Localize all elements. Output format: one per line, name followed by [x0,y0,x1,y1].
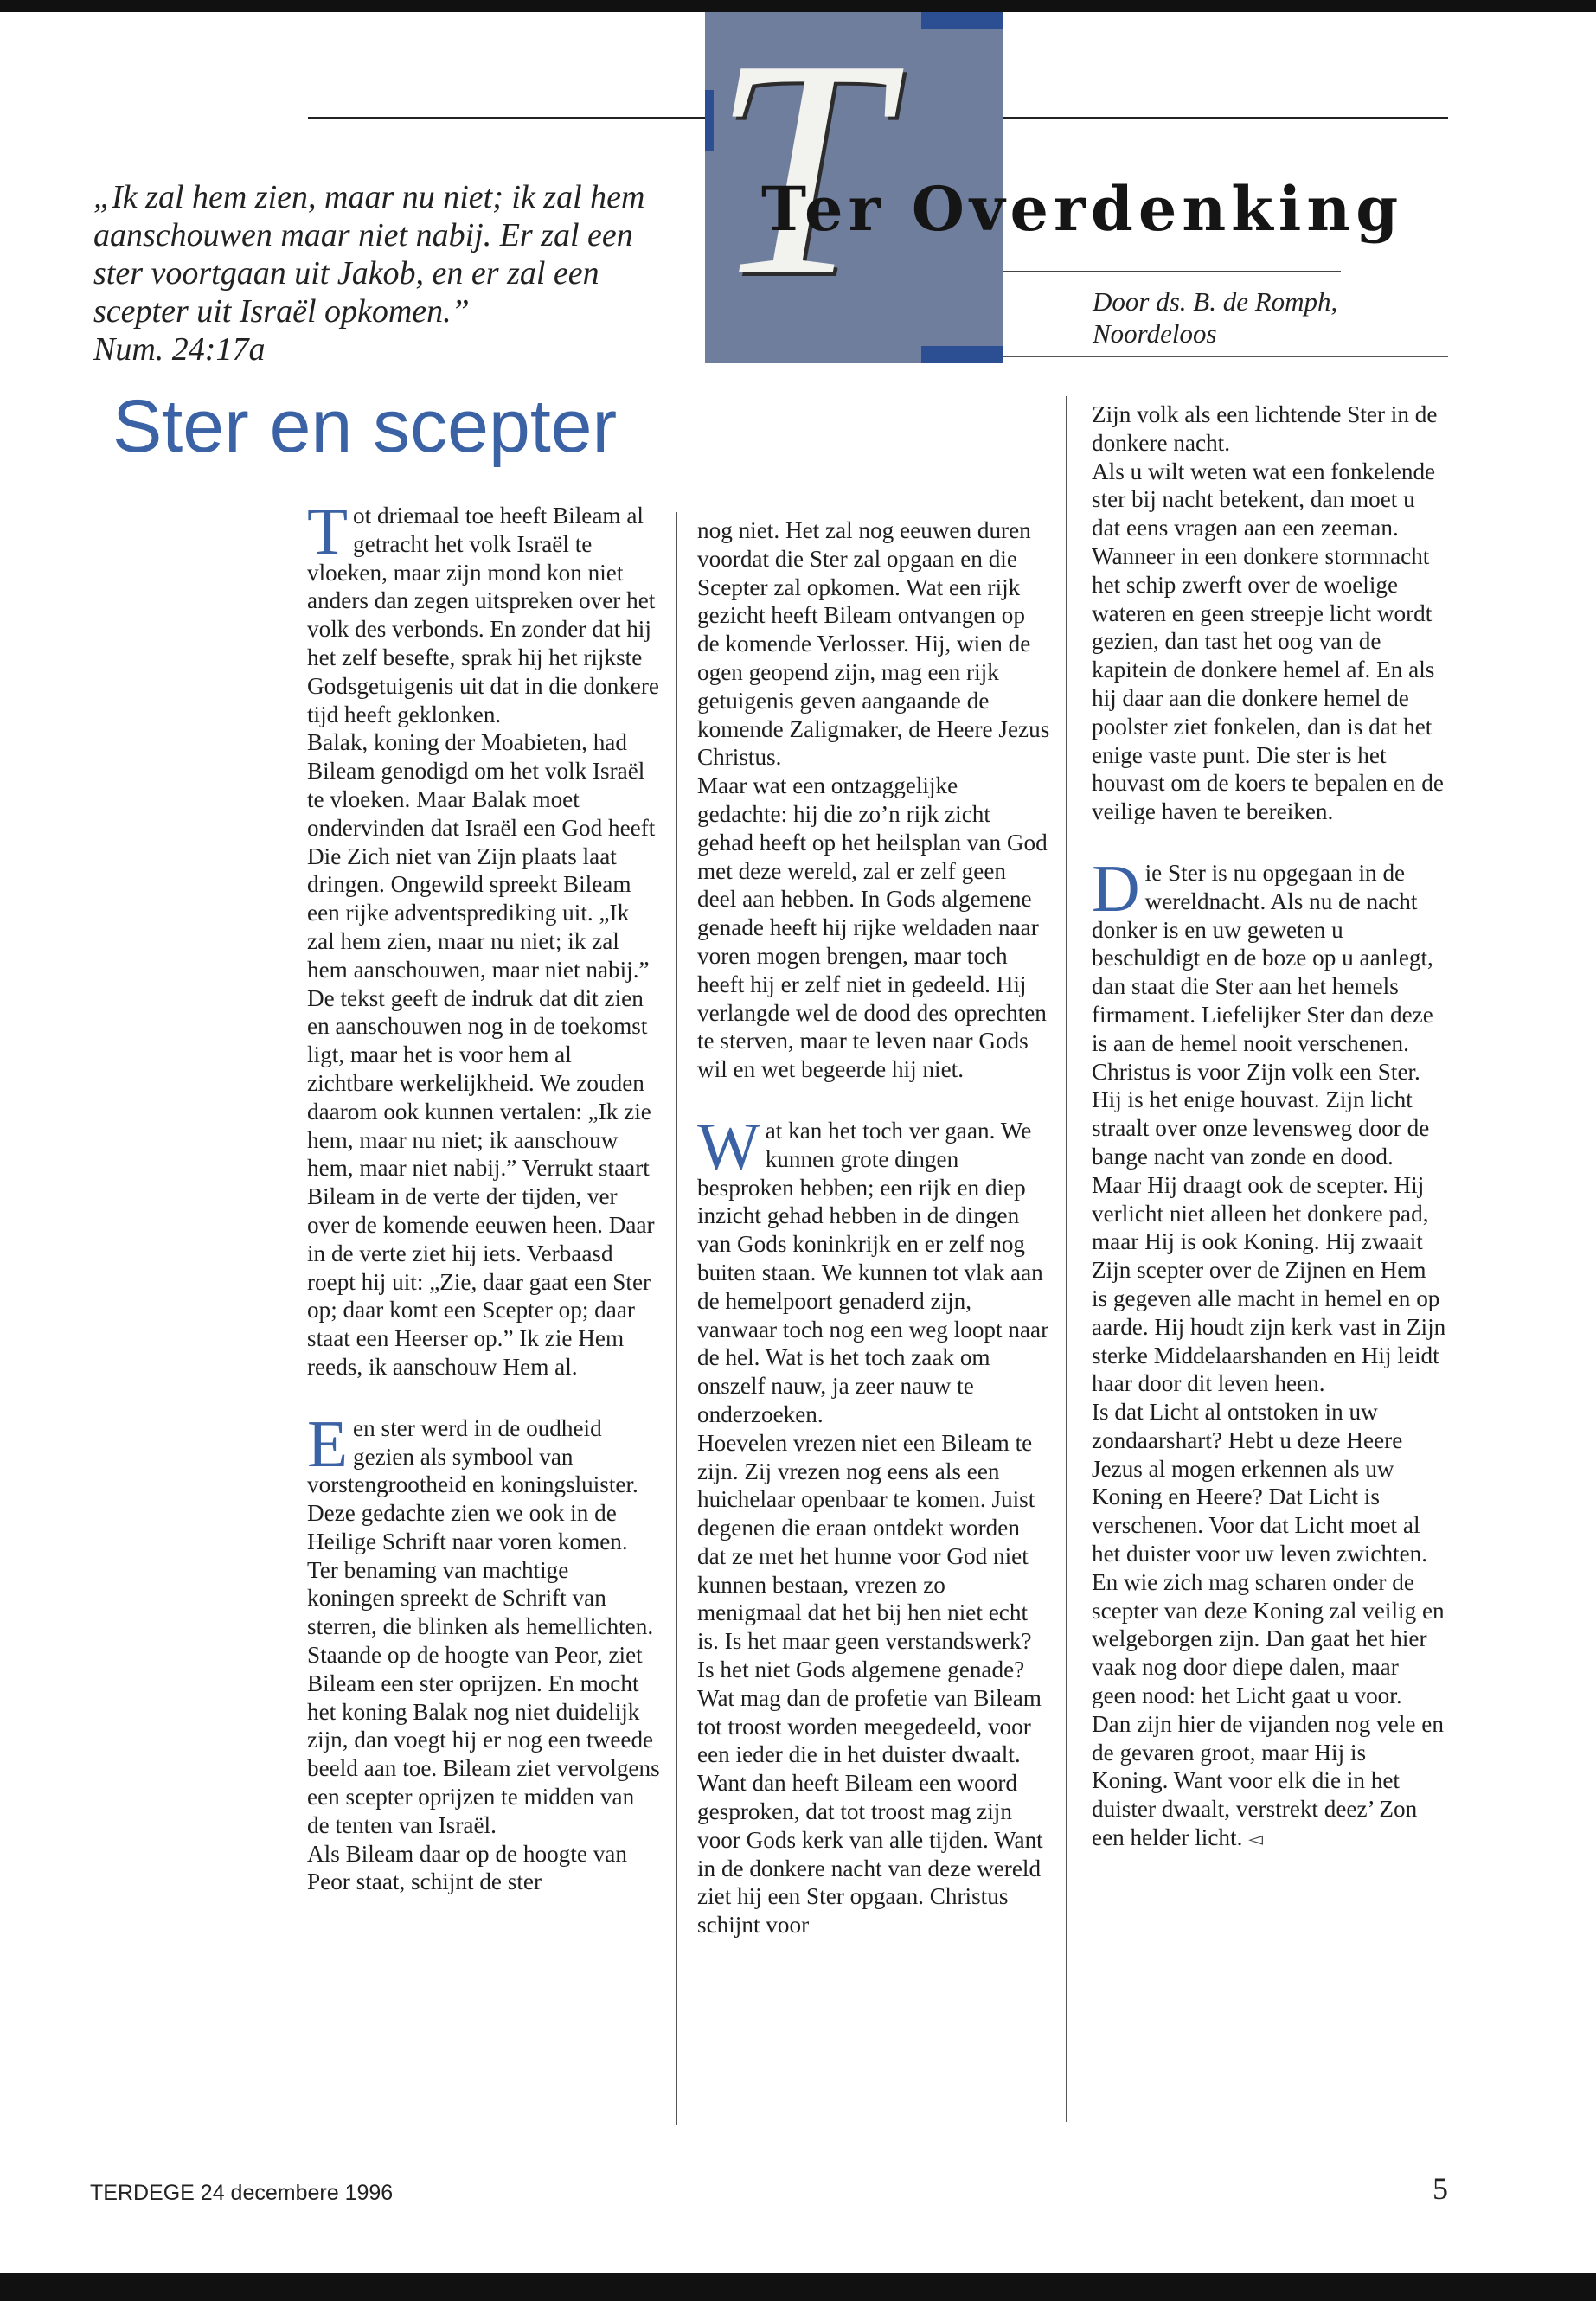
bottom-edge-bar [0,2273,1596,2301]
spacer [307,1381,662,1414]
paragraph [307,1406,662,1840]
column-divider-2 [1066,396,1067,2122]
article-title: Ster en scepter [112,385,618,468]
paragraph: Als Bileam daar op de hoogte van Peor staat, schijnt de ster [307,1840,627,1895]
drop-cap: T [307,494,349,568]
header-rule-left [308,117,705,119]
byline-place: Noordeloos [1093,318,1217,349]
end-of-article-icon: ◅ [1248,1828,1264,1850]
quote-text: „Ik zal hem zien, maar nu niet; ik zal hem aanschouwen maar niet nabij. Er zal een ster voortgaan uit Jakob, en er zal een scepter uit Israël opkomen.” [93,179,645,330]
publication-footer: TERDEGE 24 decembere 1996 [90,2181,394,2205]
paragraph: Zijn volk als een lichtende Ster in de donkere nacht. [1092,401,1438,456]
paragraph: Maar wat een ontzaggelijke gedachte: hij die zo’n rijk zicht gehad heeft op het heilsplan van God met deze wereld, zal er zelf geen deel aan hebben. In Gods algemene genade heeft hij rijke weldaden naar voren mogen brengen, maar toch heeft hij er zelf niet in gedeeld. Hij verlangde wel de dood des oprechten te sterven, maar te leven naar Gods wil en wet begeerde hij niet. [697,772,1048,1083]
paragraph [1092,1398,1446,1854]
article-column-3 [1092,401,1446,1854]
paragraph: Balak, koning der Moabieten, had Bileam genodigd om het volk Israël te vloeken. Maar Balak moet ondervinden dat Israël een God heeft Die Zich niet van Zijn plaats laat dringen. Ongewild spreekt Bileam een rijke adventsprediking uit. „Ik zal hem zien, maar nu niet; ik zal hem aanschouwen, maar niet nabij.” [307,729,656,983]
banner-stripe-top [921,12,1003,29]
article-column-1 [307,494,662,1896]
bible-quote [93,178,690,369]
header-rule-right [1003,117,1448,119]
page-number: 5 [1433,2171,1448,2206]
paragraph [1092,850,1446,1058]
column-divider-1 [676,512,677,2125]
article-column-2 [697,516,1050,1939]
banner-stripe-bottom [921,346,1003,363]
paragraph-text: ie Ster is nu opgegaan in de wereldnacht. Als nu de nacht donker is en uw geweten u beschuldigt en de boze op u aanlegt, dan staat die Ster aan het hemels firmament. Liefelijker Ster dan deze is aan de hemel nooit verschenen. [1092,859,1433,1056]
top-edge-bar [0,0,1596,12]
paragraph [697,1108,1050,1429]
section-title: Ter Overdenking [761,173,1404,245]
decorative-initial: T [712,12,886,340]
byline-author: Door ds. B. de Romph, [1093,286,1338,317]
paragraph-text: at kan het toch ver gaan. We kunnen grote dingen besproken hebben; een rijk en diep inzicht gehad hebben in de dingen van Gods koninkrijk en er zelf nog buiten staan. We kunnen tot vlak aan de hemelpoort genaderd zijn, vanwaar toch nog een weg loopt naar de hel. Wat is het toch zaak om onszelf nauw, ja zeer nauw te onderzoeken. [697,1117,1049,1427]
paragraph: Als u wilt weten wat een fonkelende ster bij nacht betekent, dan moet u dat eens vragen aan een zeeman. Wanneer in een donkere stormnacht het schip zwerft over de woelige wateren en geen streepje licht wordt gezien, dan tast het oog van de kapitein de donkere hemel af. En als hij daar aan die donkere hemel de poolster ziet fonkelen, dan is dat het enige vaste punt. Die ster is het houvast om de koers te bepalen en de veilige haven te bereiken. [1092,458,1444,825]
drop-cap: D [1092,850,1140,926]
paragraph: Christus is voor Zijn volk een Ster. Hij is het enige houvast. Zijn licht straalt over onze levensweg door de bange nacht van zonde en dood. Maar Hij draagt ook de scepter. Hij verlicht niet alleen het donkere pad, maar Hij is ook Koning. Hij zwaait Zijn scepter over de Zijnen en Hem is gegeven alle macht in hemel en op aarde. Hij houdt zijn kerk vast in Zijn sterke Middelaarshanden en Hij leidt haar door dit leven heen. [1092,1058,1446,1397]
paragraph [307,494,662,728]
paragraph: Hoevelen vrezen niet een Bileam te zijn. Zij vrezen nog eens als een huichelaar openbaar te komen. Juist degenen die eraan ontdekt worden dat ze met het hunne voor God niet kunnen bestaan, vrezen zo menigmaal dat het bij hen niet echt is. Is het maar geen verstandswerk? Is het niet Gods algemene genade? Wat mag dan de profetie van Bileam tot troost worden meegedeeld, voor een ieder die in het duister dwaalt. Want dan heeft Bileam een woord gesproken, dat tot troost mag zijn voor Gods kerk van alle tijden. Want in de donkere nacht van deze wereld ziet hij een Ster opgaan. Christus schijnt voor [697,1429,1043,1939]
paragraph-text: ot driemaal toe heeft Bileam al getracht het volk Israël te vloeken, maar zijn mond kon niet anders dan zegen uitspreken over het volk des verbonds. En zonder dat hij het zelf besefte, sprak hij het rijkste Godsgetuigenis uit dat in die donkere tijd heeft geklonken. [307,503,659,727]
spacer [1092,826,1446,859]
byline-rule [1003,356,1448,357]
drop-cap: W [697,1108,760,1183]
paragraph: De tekst geeft de indruk dat dit zien en aanschouwen nog in de toekomst ligt, maar het is voor hem al zichtbare werkelijkheid. We zouden daarom ook kunnen vertalen: „Ik zie hem, maar nu niet; ik aanschouw hem, maar niet nabij.” Verrukt staart Bileam in de verte der tijden, ver over de komende eeuwen heen. Daar in de verte ziet hij iets. Verbaasd roept hij uit: „Zie, daar gaat een Ster op; daar komt een Scepter op; daar staat een Heerser op.” Ik zie Hem reeds, ik aanschouw Hem al. [307,984,655,1380]
drop-cap: E [307,1406,349,1481]
quote-reference: Num. 24:17a [93,331,266,368]
paragraph-text: en ster werd in de oudheid gezien als symbool van vorstengrootheid en koningsluister. Deze gedachte zien we ook in de Heilige Schrift naar voren komen. Ter benaming van machtige koningen spreekt de Schrift van sterren, die blinken als hemellichten. Staande op de hoogte van Peor, ziet Bileam een ster oprijzen. En mocht het koning Balak nog niet duidelijk zijn, dan voegt hij er nog een tweede beeld aan toe. Bileam ziet vervolgens een scepter oprijzen te midden van de tenten van Israël. [307,1414,660,1838]
paragraph: nog niet. Het zal nog eeuwen duren voordat die Ster zal opgaan en die Scepter zal opkomen. Wat een rijk gezicht heeft Bileam ontvangen op de komende Verlosser. Hij, wien de ogen geopend zijn, mag een rijk getuigenis geven aangaande de komende Zaligmaker, de Heere Jezus Christus. [697,517,1050,771]
paragraph-text: Is dat Licht al ontstoken in uw zondaarshart? Hebt u deze Heere Jezus al mogen erkennen als uw Koning en Heere? Dat Licht is verschenen. Voor dat Licht moet al het duister voor uw leven zwichten. En wie zich mag scharen onder de scepter van deze Koning zal veilig en welgeborgen zijn. Dan gaat het hier vaak nog door diepe dalen, maar geen nood: het Licht gaat u voor. Dan zijn hier de vijanden nog vele en de gevaren groot, maar Hij is Koning. Want voor elk die in het duister dwaalt, verstrekt deez’ Zon een helder licht. [1092,1399,1445,1851]
byline [1093,285,1337,349]
